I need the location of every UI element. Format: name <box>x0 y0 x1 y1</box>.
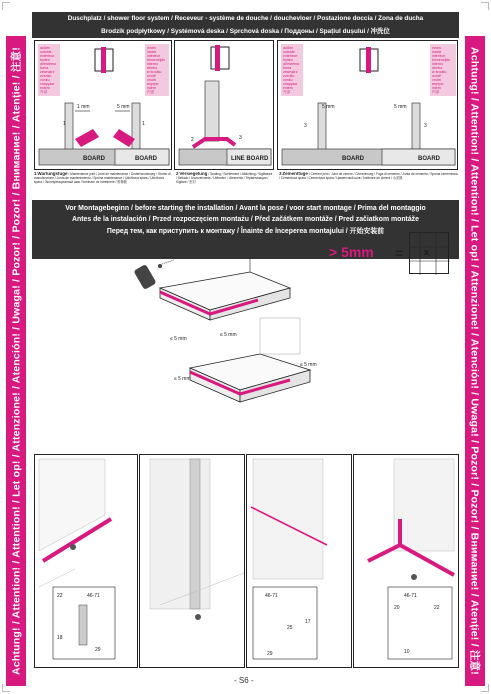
caption-title: Versiegelung <box>179 172 208 176</box>
cement-joint-diagram <box>278 41 458 170</box>
callout-3: 3 <box>424 123 427 129</box>
header-line: Brodzik podpłytkowy / Systémová deska / Sprchová doska / Поддоны / Spațiul dușului / 冲洗位 <box>101 27 390 35</box>
callout-1: 1 <box>63 121 66 127</box>
dim-label: 29 <box>95 647 101 653</box>
caption-title: Wartungsfuge <box>37 172 68 176</box>
warning-band-left <box>6 36 26 686</box>
dim-label: 25 <box>287 625 293 631</box>
dim-1mm: 1 mm <box>77 104 90 110</box>
caption-number: 1 <box>34 172 37 176</box>
mm-warning: > 5mm <box>329 244 374 260</box>
le5-label: ≤ 5 mm <box>300 362 317 368</box>
dim-label: 22 <box>434 605 440 611</box>
le5-label: ≤ 5 mm <box>220 332 237 338</box>
section-header-shower-floor <box>32 12 459 38</box>
dim-label: 10 <box>404 649 410 655</box>
dim-label: 46-71 <box>265 593 278 599</box>
install-panel-1 <box>34 454 138 668</box>
line-board-label: LINE BOARD <box>231 156 269 162</box>
caption-maintenance-joint <box>34 172 172 188</box>
inside-label: innen inside intérieur binnenzijde interno dentro w środku uvnitř vnútri внутри intern 内部 <box>147 46 166 94</box>
caption-sealing <box>176 172 274 188</box>
dim-label: 20 <box>394 605 400 611</box>
header-line: Перед тем, как приступить к монтажу / Înainte de începerea montajului / 开始安装前 <box>106 227 385 235</box>
le5-label: ≤ 5 mm <box>174 376 191 382</box>
caption-text: / Maintenance joint / Joint de maintenance / Onderhoudsvoeg / Giunto di manutenzione / Junta de mantenimiento / Spoina maintenance / Údržbová spára / Údržbová špára / Эксплуатационный шов / Îmbinare de întreținere / 维修缝 <box>34 172 171 184</box>
diagram-panel-2 <box>174 40 274 170</box>
crop-mark <box>2 2 10 10</box>
diagram-panel-3 <box>277 40 458 170</box>
caption-number: 2 <box>176 172 179 176</box>
caption-title: Zementfuge <box>282 172 308 176</box>
shower-tray-illustration <box>130 258 330 438</box>
inside-label: innen inside intérieur binnenzijde interno dentro w środku uvnitř vnútri внутри intern 内部 <box>432 46 451 94</box>
spray-can-icon <box>133 260 174 290</box>
caption-number: 3 <box>279 172 282 176</box>
dim-label: 17 <box>305 619 311 625</box>
board-label: BOARD <box>342 156 364 162</box>
warning-band-right <box>465 36 485 686</box>
dim-5mm: 5 mm <box>394 104 407 110</box>
board-label: BOARD <box>418 156 440 162</box>
dim-label: 29 <box>267 651 273 657</box>
outside-label: außen outside extérieur buiten all'esterno fuera zewnątrz zvenku vonku снаружи extern 外部 <box>40 46 57 94</box>
warning-band-text: Achtung! / Attention! / Attention! / Let op! / Attenzione! / Atención! / Uwaga! / Pozor! / Pozor! / Внимание! / Atenție! / 注意! <box>468 47 481 675</box>
maintenance-joint-diagram <box>35 41 172 170</box>
callout-2: 2 <box>191 137 194 143</box>
install-panel-2 <box>139 454 245 668</box>
warning-band-text: Achtung! / Attention! / Attention! / Let op! / Attenzione! / Atención! / Uwaga! / Pozor! / Pozor! / Внимание! / Atenție! / 注意! <box>10 47 23 675</box>
dim-5mm: 5 mm <box>322 104 335 110</box>
install-panel-4 <box>353 454 459 668</box>
callout-1: 1 <box>142 121 145 127</box>
caption-cement-joint <box>279 172 458 188</box>
le5-label: ≤ 5 mm <box>170 336 187 342</box>
outside-label: außen outside extérieur buiten all'esterno fuera zewnątrz zvenku vonku снаружи extern 外部 <box>283 46 300 94</box>
callout-3: 3 <box>304 123 307 129</box>
x-mark-icon: x <box>424 247 430 257</box>
dim-label: 46-71 <box>87 593 100 599</box>
header-line: Antes de la instalación / Przed rozpoczęciem montażu / Před začátkem montáže / Pred začiatkom montáže <box>72 216 419 224</box>
dim-label: 46-71 <box>404 593 417 599</box>
install-panel-3 <box>246 454 352 668</box>
board-label: BOARD <box>135 156 157 162</box>
board-label: BOARD <box>83 156 105 162</box>
page-number: - S6 - <box>230 676 258 685</box>
sealing-diagram <box>175 41 274 170</box>
dim-5mm: 5 mm <box>117 104 130 110</box>
header-line: Duschplatz / shower floor system / Receveur - système de douche / douchevloer / Postazione doccia / Zona de ducha <box>67 15 424 22</box>
dim-label: 22 <box>57 593 63 599</box>
caption-text: / Cement joint / Joint de ciment / Cementvoeg / Fuga di cemento / Junta de cemento / Spoina cementowa / Cementová spára / Cementová špára / Цементный шов / Îmbinare de ciment / 水泥缝 <box>279 172 458 180</box>
dim-label: 18 <box>57 635 63 641</box>
wall-tile-icon <box>409 232 449 274</box>
equals-sign: = <box>395 245 404 261</box>
callout-1: 1 <box>223 137 226 143</box>
caption-text: / Sealing / Scellement / Afdichting / Sigillatura / Sellado / Uszczelnienie / Utěsnění / Utesnenie / Герметизация / Sigilare / 密封 <box>176 172 273 184</box>
crop-mark <box>481 2 489 10</box>
header-line: Vor Montagebeginn / before starting the installation / Avant la pose / voor start montage / Prima del montaggio <box>65 205 426 212</box>
callout-3: 3 <box>239 135 242 141</box>
diagram-panel-1 <box>34 40 172 170</box>
